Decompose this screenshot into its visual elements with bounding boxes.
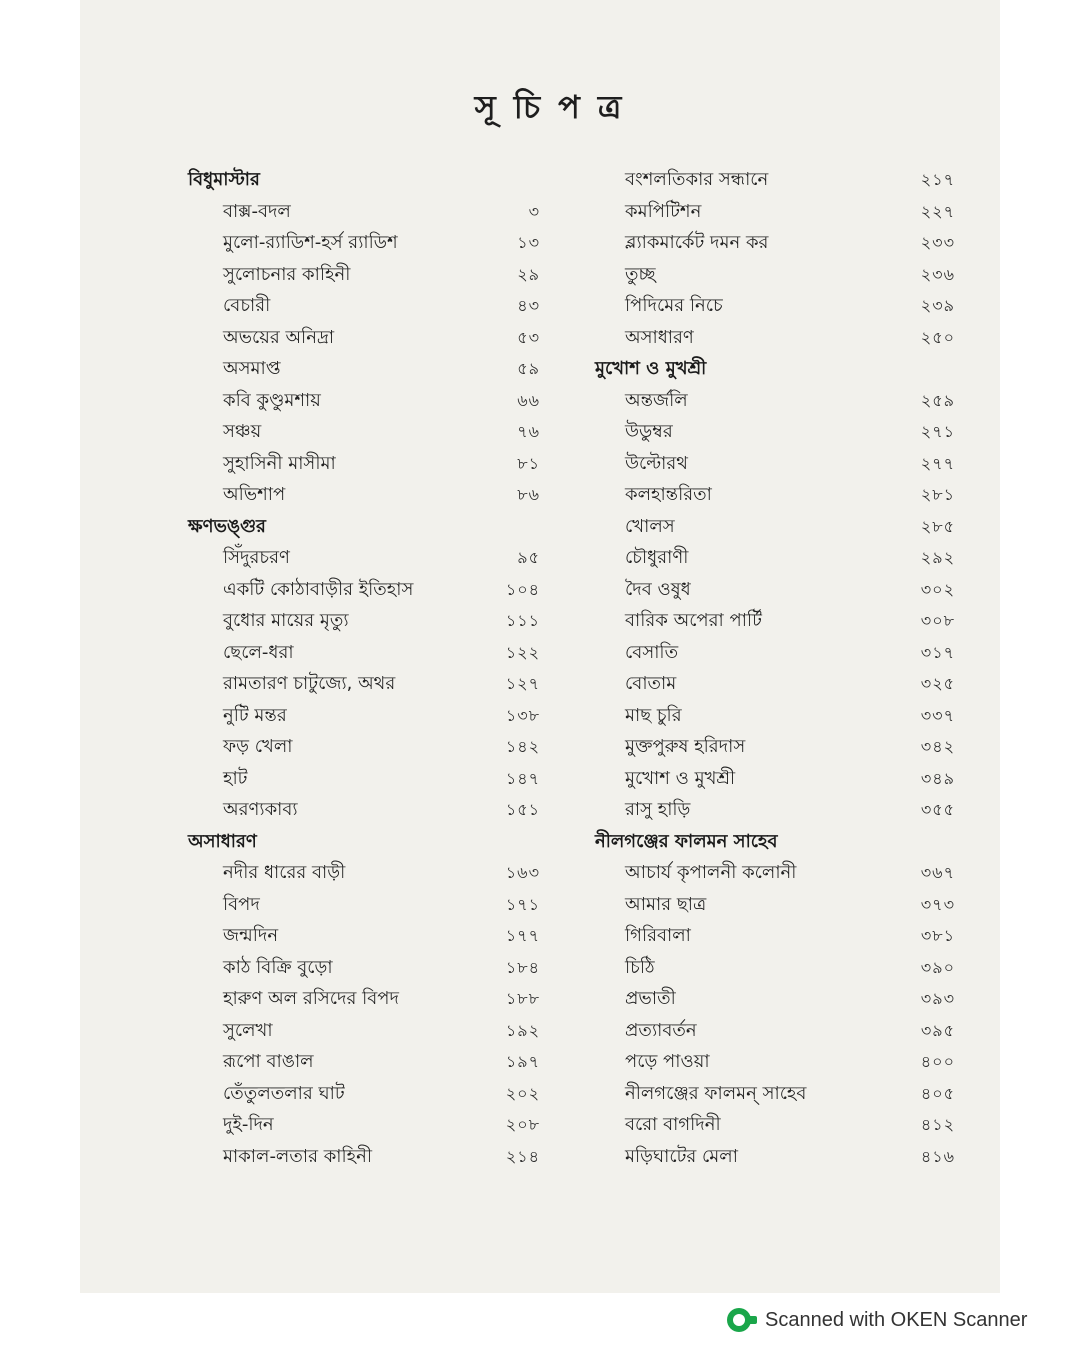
page-number: ১৯৭	[505, 1052, 540, 1072]
story-title: বাক্স-বদল	[223, 200, 291, 222]
page-number: ২৫৯	[920, 390, 955, 410]
story-title: ফড় খেলা	[223, 736, 293, 758]
toc-entry	[595, 890, 955, 922]
story-title: কাঠ বিক্রি বুড়ো	[223, 956, 333, 978]
story-title: জন্মদিন	[223, 925, 279, 947]
story-title: গিরিবালা	[625, 925, 691, 947]
toc-entry	[595, 260, 955, 292]
page-number: ২১৪	[505, 1146, 540, 1166]
toc-section-heading	[595, 827, 955, 859]
toc-entry	[188, 984, 540, 1016]
story-title: মড়িঘাটের মেলা	[625, 1145, 738, 1167]
page-number: ৪১৬	[920, 1146, 955, 1166]
story-title: বুধোর মায়ের মৃত্যু	[223, 610, 349, 632]
toc-section-heading	[188, 512, 540, 544]
story-title: কবি কুণ্ডুমশায়	[223, 389, 321, 411]
page-number: ২০২	[505, 1083, 540, 1103]
page-number: ১৭১	[505, 894, 540, 914]
section-title: বিধুমাস্টার	[188, 169, 260, 191]
page-number: ১৭৭	[505, 926, 540, 946]
page-number: ১২৭	[505, 674, 540, 694]
toc-entry	[188, 291, 540, 323]
story-title: সুহাসিনী মাসীমা	[223, 452, 336, 474]
toc-entry	[188, 1110, 540, 1142]
page-number: ৩০৮	[920, 611, 955, 631]
story-title: বেসাতি	[625, 641, 679, 663]
toc-entry	[595, 228, 955, 260]
toc-entry	[188, 260, 540, 292]
toc-entry	[595, 669, 955, 701]
toc-entry	[188, 480, 540, 512]
toc-entry	[595, 386, 955, 418]
toc-entry	[595, 984, 955, 1016]
story-title: ছেলে-ধরা	[223, 641, 294, 663]
toc-right-column	[595, 165, 955, 1173]
page-number: ২২৭	[920, 201, 955, 221]
story-title: নুটি মন্তর	[223, 704, 287, 726]
toc-entry	[595, 575, 955, 607]
toc-entry	[188, 795, 540, 827]
toc-entry	[595, 197, 955, 229]
story-title: বরো বাগদিনী	[625, 1114, 721, 1136]
page-number: ৪০০	[920, 1052, 955, 1072]
story-title: অসমাপ্ত	[223, 358, 281, 380]
oken-scanner-logo-icon	[727, 1308, 751, 1332]
toc-entry	[188, 543, 540, 575]
page-number: ৯৫	[517, 548, 540, 568]
page-title: সূচিপত্র	[474, 88, 640, 126]
toc-entry	[595, 921, 955, 953]
story-title: দুই-দিন	[223, 1114, 274, 1136]
page-number: ৮৬	[517, 485, 540, 505]
page-number: ৩৩৭	[920, 705, 955, 725]
story-title: অভিশাপ	[223, 484, 286, 506]
page-number: ২০৮	[505, 1115, 540, 1135]
page-number: ২৩৬	[920, 264, 955, 284]
toc-entry	[595, 638, 955, 670]
story-title: মুলো-র‍্যাডিশ-হর্স র‍্যাডিশ	[223, 232, 398, 254]
toc-entry	[595, 543, 955, 575]
page-number: ১৩৮	[505, 705, 540, 725]
page-number: ৬৬	[517, 390, 540, 410]
scanner-watermark	[727, 1305, 1027, 1335]
page-number: ২৮১	[920, 485, 955, 505]
page-number: ১২২	[505, 642, 540, 662]
toc-entry	[188, 323, 540, 355]
story-title: উল্টোরথ	[625, 452, 688, 474]
page-number: ৪৩	[517, 296, 540, 316]
page-number: ৪০৫	[920, 1083, 955, 1103]
story-title: নদীর ধারের বাড়ী	[223, 862, 346, 884]
story-title: বিপদ	[223, 893, 260, 915]
page-number: ৩৯০	[920, 957, 955, 977]
toc-entry	[188, 638, 540, 670]
toc-entry	[595, 480, 955, 512]
toc-entry	[188, 1079, 540, 1111]
page-number: ৩৫৫	[920, 800, 955, 820]
toc-section-heading	[188, 165, 540, 197]
page-number: ৩	[528, 201, 540, 221]
toc-entry	[188, 921, 540, 953]
page-number: ৪১২	[920, 1115, 955, 1135]
story-title: দৈব ওষুধ	[625, 578, 691, 600]
page-number: ৩৯৩	[920, 989, 955, 1009]
toc-entry	[595, 1142, 955, 1174]
toc-entry	[188, 606, 540, 638]
toc-entry	[595, 795, 955, 827]
page-number: ১৩	[517, 233, 540, 253]
page-number: ৫৩	[517, 327, 540, 347]
toc-entry	[595, 165, 955, 197]
toc-entry	[595, 701, 955, 733]
toc-entry	[595, 1016, 955, 1048]
toc-entry	[188, 858, 540, 890]
toc-entry	[595, 417, 955, 449]
page-number: ২৫০	[920, 327, 955, 347]
story-title: অন্তর্জলি	[625, 389, 688, 411]
story-title: খোলস	[625, 515, 675, 537]
toc-entry	[188, 197, 540, 229]
section-title: ক্ষণভঙ্গুর	[188, 515, 266, 537]
page-number: ২৩৩	[920, 233, 955, 253]
story-title: পিদিমের নিচে	[625, 295, 723, 317]
story-title: প্রত্যাবর্তন	[625, 1019, 697, 1041]
story-title: পড়ে পাওয়া	[625, 1051, 710, 1073]
toc-entry	[595, 1110, 955, 1142]
toc-entry	[188, 575, 540, 607]
story-title: সুলেখা	[223, 1019, 273, 1041]
toc-entry	[595, 953, 955, 985]
toc-entry	[595, 1047, 955, 1079]
section-title: মুখোশ ও মুখশ্রী	[595, 358, 707, 380]
page-number: ২৭৭	[920, 453, 955, 473]
page-number: ৩৬৭	[920, 863, 955, 883]
page-number: ১১১	[505, 611, 540, 631]
page-number: ৩২৫	[920, 674, 955, 694]
page-number: ৩৮১	[920, 926, 955, 946]
page-number: ৩৪৯	[920, 768, 955, 788]
page-number: ১৫১	[505, 800, 540, 820]
page-number: ৮১	[517, 453, 540, 473]
toc-entry	[595, 732, 955, 764]
story-title: সুলোচনার কাহিনী	[223, 263, 351, 285]
story-title: রাসু হাড়ি	[625, 799, 691, 821]
page-number: ৩০২	[920, 579, 955, 599]
page-number: ১৬৩	[505, 863, 540, 883]
story-title: সিঁদুরচরণ	[223, 547, 290, 569]
page-number: ২৯	[517, 264, 540, 284]
story-title: চৌধুরাণী	[625, 547, 689, 569]
story-title: বারিক অপেরা পার্টি	[625, 610, 762, 632]
section-title: নীলগঞ্জের ফালমন সাহেব	[595, 830, 778, 852]
toc-entry	[188, 953, 540, 985]
page-number: ২৯২	[920, 548, 955, 568]
toc-entry	[188, 1047, 540, 1079]
story-title: সঞ্চয়	[223, 421, 262, 443]
story-title: উডুম্বর	[625, 421, 673, 443]
story-title: আচার্য কৃপালনী কলোনী	[625, 862, 797, 884]
toc-entry	[595, 291, 955, 323]
story-title: বংশলতিকার সন্ধানে	[625, 169, 769, 191]
toc-entry	[188, 732, 540, 764]
page-number: ২৭১	[920, 422, 955, 442]
story-title: ব্ল্যাকমার্কেট দমন কর	[625, 232, 769, 254]
story-title: অসাধারণ	[625, 326, 694, 348]
story-title: মুক্তপুরুষ হরিদাস	[625, 736, 746, 758]
story-title: মাছ চুরি	[625, 704, 682, 726]
story-title: অভয়ের অনিদ্রা	[223, 326, 335, 348]
story-title: রূপো বাঙাল	[223, 1051, 314, 1073]
page-number: ১০৪	[505, 579, 540, 599]
story-title: আমার ছাত্র	[625, 893, 707, 915]
section-title: অসাধারণ	[188, 830, 257, 852]
toc-entry	[188, 1016, 540, 1048]
page-number: ৩১৭	[920, 642, 955, 662]
page-number: ৫৯	[517, 359, 540, 379]
page-number: ২৩৯	[920, 296, 955, 316]
story-title: প্রভাতী	[625, 988, 676, 1010]
story-title: হাট	[223, 767, 248, 789]
toc-entry	[188, 701, 540, 733]
page-number: ৭৬	[517, 422, 540, 442]
story-title: বেচারী	[223, 295, 271, 317]
story-title: বোতাম	[625, 673, 677, 695]
story-title: মাকাল-লতার কাহিনী	[223, 1145, 373, 1167]
page-number: ৩৭৩	[920, 894, 955, 914]
story-title: নীলগঞ্জের ফালমন্ সাহেব	[625, 1082, 807, 1104]
story-title: চিঠি	[625, 956, 655, 978]
story-title: তেঁতুলতলার ঘাট	[223, 1082, 345, 1104]
toc-entry	[595, 323, 955, 355]
scanned-page	[80, 0, 1000, 1293]
page-number: ১৪৭	[505, 768, 540, 788]
page-number: ১৪২	[505, 737, 540, 757]
toc-entry	[595, 449, 955, 481]
story-title: হারুণ অল রসিদের বিপদ	[223, 988, 399, 1010]
toc-entry	[188, 764, 540, 796]
page-number: ১৯২	[505, 1020, 540, 1040]
toc-entry	[188, 890, 540, 922]
toc-section-heading	[595, 354, 955, 386]
story-title: রামতারণ চাটুজ্যে, অথর	[223, 673, 396, 695]
page-number: ২১৭	[920, 170, 955, 190]
story-title: অরণ্যকাব্য	[223, 799, 298, 821]
scanner-watermark-text: Scanned with OKEN Scanner	[765, 1308, 1028, 1331]
toc-entry	[188, 1142, 540, 1174]
toc-entry	[188, 669, 540, 701]
toc-entry	[188, 228, 540, 260]
toc-left-column	[188, 165, 540, 1173]
toc-entry	[595, 606, 955, 638]
story-title: একটি কোঠাবাড়ীর ইতিহাস	[223, 578, 414, 600]
page-number: ১৮৪	[505, 957, 540, 977]
page-number: ২৮৫	[920, 516, 955, 536]
toc-entry	[595, 512, 955, 544]
page-number: ১৮৮	[505, 989, 540, 1009]
toc-section-heading	[188, 827, 540, 859]
toc-entry	[188, 449, 540, 481]
story-title: তুচ্ছ	[625, 263, 656, 285]
story-title: কলহান্তরিতা	[625, 484, 712, 506]
story-title: কমপিটিশন	[625, 200, 702, 222]
toc-entry	[595, 1079, 955, 1111]
page-number: ৩৪২	[920, 737, 955, 757]
page-number: ৩৯৫	[920, 1020, 955, 1040]
story-title: মুখোশ ও মুখশ্রী	[625, 767, 736, 789]
toc-entry	[595, 764, 955, 796]
toc-entry	[188, 417, 540, 449]
toc-entry	[595, 858, 955, 890]
toc-entry	[188, 386, 540, 418]
toc-entry	[188, 354, 540, 386]
